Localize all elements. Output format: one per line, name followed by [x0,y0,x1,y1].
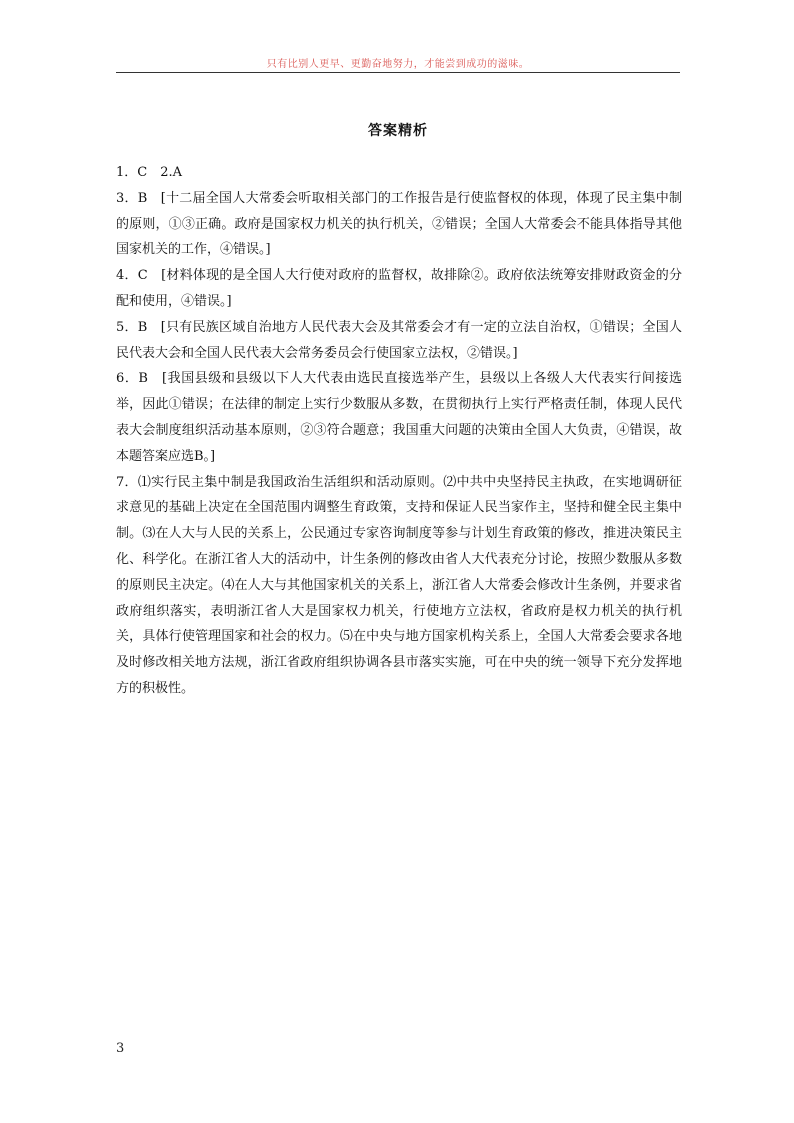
page-header-motto: 只有比别人更早、更勤奋地努力，才能尝到成功的滋味。 [266,59,530,70]
answer-item: 1．C 2.A [116,165,183,180]
answer-item: 5．B [只有民族区域自治地方人民代表大会及其常委会才有一定的立法自治权，①错误；全国人民代表大会和全国人民代表大会常务委员会行使国家立法权，②错误。] [116,319,682,361]
answer-item: 6．B [我国县级和县级以下人大代表由选民直接选举产生，县级以上各级人大代表实行间接选举，因此①错误；在法律的制定上实行少数服从多数，在贯彻执行上实行严格责任制，体现人民代表大会制度组织活动基本原则，②③符合题意；我国重大问题的决策由全国人大负责，④错误，故本题答案应选B。] [116,371,682,464]
answer-body [116,160,682,702]
page-number: 3 [116,1041,125,1056]
answer-item: 7．⑴实行民主集中制是我国政治生活组织和活动原则。⑵中共中央坚持民主执政，在实地调研征求意见的基础上决定在全国范围内调整生育政策，支持和保证人民当家作主，坚持和健全民主集中制。⑶在人大与人民的关系上，公民通过专家咨询制度等参与计划生育政策的修改，推进决策民主化、科学化。在浙江省人大的活动中，计生条例的修改由省人大代表充分讨论，按照少数服从多数的原则民主决定。⑷在人大与其他国家机关的关系上，浙江省人大常委会修改计生条例，并要求省政府组织落实，表明浙江省人大是国家权力机关，行使地方立法权，省政府是权力机关的执行机关，具体行使管理国家和社会的权力。⑸在中央与地方国家机构关系上，全国人大常委会要求各地及时修改相关地方法规，浙江省政府组织协调各县市落实实施，可在中央的统一领导下充分发挥地方的积极性。 [116,474,682,696]
answer-item: 4．C [材料体现的是全国人大行使对政府的监督权，故排除②。政府依法统筹安排财政资金的分配和使用，④错误。] [116,268,682,309]
answer-item: 3．B [十二届全国人大常委会听取相关部门的工作报告是行使监督权的体现，体现了民主集中制的原则，①③正确。政府是国家权力机关的执行机关，②错误；全国人大常委会不能具体指导其他国家机关的工作，④错误。] [116,190,682,258]
page-title: 答案精析 [368,123,428,139]
header-divider [116,72,680,73]
